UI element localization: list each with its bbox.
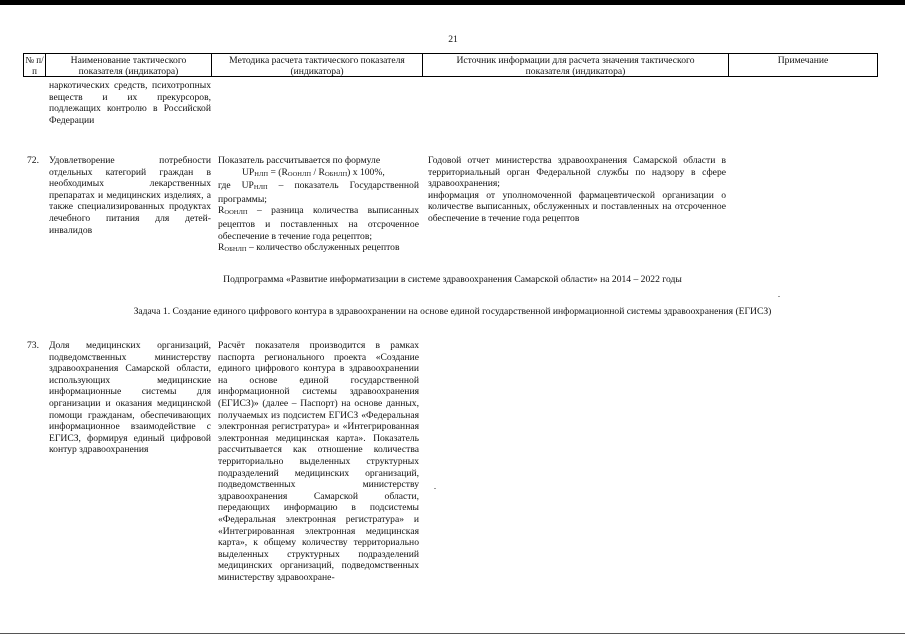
row72-formula: UPНЛП = (RООНЛП / RОБНЛП) х 100%, xyxy=(242,166,385,178)
row72-name: Удовлетворение потребности отдельных категорий граждан в необходимых лекарственных препаратах и медицинских изделиях, а также специализированных продуктах лечебного питания для детей-инвалидов xyxy=(49,155,211,236)
header-name: Наименование тактического показателя (индикатора) xyxy=(46,54,212,76)
row72-r-ob: RОБНЛП – количество обслуженных рецептов xyxy=(218,242,400,254)
row72-method-intro: Показатель рассчитывается по формуле xyxy=(218,155,381,166)
task-title: Задача 1. Создание единого цифрового контура в здравоохранении на основе единой государственной информационной системы здравоохранения (ЕГИСЗ) xyxy=(133,306,772,317)
scan-bottom-border xyxy=(0,633,905,634)
continuation-name: наркотических средств, психотропных веществ и их прекурсоров, подлежащих контролю в Российской Федерации xyxy=(49,80,211,126)
header-method: Методика расчета тактического показателя (индикатора) xyxy=(212,54,423,76)
scan-speck xyxy=(434,488,436,489)
subprogram-title: Подпрограмма «Развитие информатизации в системе здравоохранения Самарской области» на 2014 – 2022 годы xyxy=(223,274,682,285)
scan-speck xyxy=(778,296,780,297)
header-source: Источник информации для расчета значения тактического показателя (индикатора) xyxy=(423,54,729,76)
row72-r-oo: RООНЛП – разница количества выписанных рецептов и поставленных на отсроченное обеспечение в течение года рецептов; xyxy=(218,205,419,242)
row72-source: Годовой отчет министерства здравоохранения Самарской области в территориальный орган Федеральной службы по надзору в сфере здравоохранения; информация от уполномоченной фармацевтической организации о количестве выписанных, обслуженных и поставленных на отсроченное обеспечение в течение года рецептов xyxy=(428,155,726,224)
row72-where: где UPНЛП – показатель Государственной программы; xyxy=(218,180,419,205)
page-number: 21 xyxy=(448,34,458,45)
row73-name: Доля медицинских организаций, подведомственных министерству здравоохранения Самарской области, использующих медицинские информационные системы для организации и оказания медицинской помощи гражданам, обеспечивающих информационное взаимодействие с ЕГИСЗ, формируя единый цифровой контур здравоохранения xyxy=(49,340,211,456)
header-note: Примечание xyxy=(777,55,829,66)
row73-num: 73. xyxy=(27,340,39,351)
row72-method xyxy=(218,155,419,256)
table-header xyxy=(23,53,878,77)
row72-num: 72. xyxy=(27,155,39,166)
scan-top-border xyxy=(0,0,905,5)
header-num: № п/п xyxy=(24,54,46,76)
row73-method: Расчёт показателя производится в рамках паспорта регионального проекта «Создание единого цифрового контура в здравоохранении на основе единой государственной информационной системы здравоохранения (ЕГИСЗ)» (далее – Паспорт) на основе данных, получаемых из подсистем ЕГИСЗ «Федеральная электронная регистратура» и «Интегрированная электронная медицинская карта». Показатель рассчитывается как отношение количества территориально выделенных структурных подразделений медицинских организаций, подведомственных министерству здравоохранения Самарской области, передающих информацию в подсистемы «Федеральная электронная регистратура» и «Интегрированная электронная медицинская карта», к общему количеству территориально выделенных структурных подразделений медицинских организаций, подведомственных министерству здравоохране- xyxy=(218,340,419,583)
